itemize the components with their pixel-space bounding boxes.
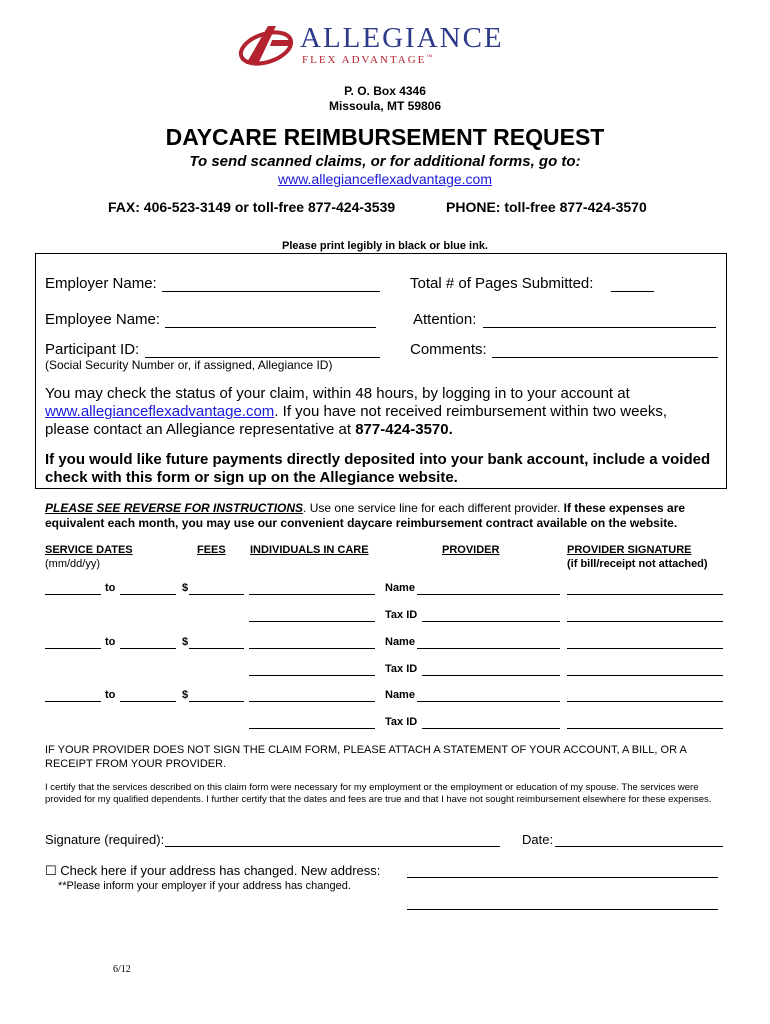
tax-id-label: Tax ID bbox=[385, 609, 418, 621]
total-pages-label: Total # of Pages Submitted: bbox=[410, 275, 594, 292]
fax-line: FAX: 406-523-3149 or toll-free 877-424-3539 bbox=[108, 199, 396, 215]
to-label: to bbox=[105, 689, 116, 701]
tax-id-field[interactable] bbox=[422, 675, 560, 676]
revision-date: 6/12 bbox=[113, 964, 131, 975]
employer-name-label: Employer Name: bbox=[45, 275, 157, 292]
reverse-instructions: PLEASE SEE REVERSE FOR INSTRUCTIONS bbox=[45, 501, 304, 515]
provider-signature-field-2[interactable] bbox=[567, 621, 723, 622]
status-text-part3: please contact an Allegiance representative at bbox=[45, 421, 356, 438]
provider-signature-field[interactable] bbox=[567, 594, 723, 595]
address-line-2: Missoula, MT 59806 bbox=[328, 99, 442, 113]
address-line-1: P. O. Box 4346 bbox=[344, 84, 426, 98]
provider-signature-field[interactable] bbox=[567, 648, 723, 649]
status-text-part1: You may check the status of your claim, within 48 hours, by logging in to your account at bbox=[45, 385, 630, 402]
comments-label: Comments: bbox=[410, 341, 487, 358]
individuals-field-2[interactable] bbox=[249, 621, 375, 622]
individuals-field-2[interactable] bbox=[249, 675, 375, 676]
one-line-instruction: . Use one service line for each different provider. bbox=[303, 501, 564, 515]
attention-field[interactable] bbox=[483, 327, 716, 328]
date-field[interactable] bbox=[555, 846, 723, 847]
date-from-field[interactable] bbox=[45, 701, 101, 702]
provider-name-label: Name bbox=[385, 636, 415, 648]
header-signature-note: (if bill/receipt not attached) bbox=[567, 558, 708, 570]
tax-id-label: Tax ID bbox=[385, 716, 418, 728]
equivalent-instruction: If these expenses are equivalent each month, you may use our convenient daycare reimbursement contract available on the website. bbox=[45, 501, 686, 530]
new-address-field-1[interactable] bbox=[407, 877, 718, 878]
signature-field[interactable] bbox=[165, 846, 500, 847]
participant-id-label: Participant ID: bbox=[45, 341, 140, 358]
new-address-field-2[interactable] bbox=[407, 909, 718, 910]
header-provider-signature: PROVIDER SIGNATURE bbox=[567, 544, 692, 556]
to-label: to bbox=[105, 636, 116, 648]
fee-field[interactable] bbox=[189, 701, 244, 702]
address-change-label: Check here if your address has changed. New address: bbox=[60, 863, 381, 878]
phone-line: PHONE: toll-free 877-424-3570 bbox=[446, 199, 647, 215]
provider-signature-field-2[interactable] bbox=[567, 728, 723, 729]
logo-wordmark: ALLEGIANCE bbox=[300, 22, 504, 54]
date-to-field[interactable] bbox=[120, 648, 176, 649]
logo-tagline: FLEX ADVANTAGE™ bbox=[302, 54, 435, 66]
provider-signature-field-2[interactable] bbox=[567, 675, 723, 676]
dollar-label: $ bbox=[182, 582, 189, 594]
tax-id-label: Tax ID bbox=[385, 663, 418, 675]
provider-name-field[interactable] bbox=[417, 701, 560, 702]
instructions bbox=[45, 501, 735, 531]
status-text-part2: . If you have not received reimbursement within two weeks, bbox=[274, 403, 667, 420]
dollar-label: $ bbox=[182, 636, 189, 648]
employee-name-field[interactable] bbox=[165, 327, 376, 328]
status-website-link[interactable]: www.allegianceflexadvantage.com bbox=[45, 403, 275, 420]
tax-id-field[interactable] bbox=[422, 728, 560, 729]
fee-field[interactable] bbox=[189, 594, 244, 595]
date-label: Date: bbox=[522, 832, 554, 847]
header-provider: PROVIDER bbox=[442, 544, 500, 556]
status-phone: 877-424-3570. bbox=[355, 421, 453, 438]
scan-instruction: To send scanned claims, or for additional forms, go to: bbox=[189, 153, 581, 170]
header-service-dates-format: (mm/dd/yy) bbox=[45, 558, 100, 570]
tax-id-field[interactable] bbox=[422, 621, 560, 622]
attention-label: Attention: bbox=[413, 311, 477, 328]
signature-label: Signature (required): bbox=[45, 832, 165, 847]
address-change-row bbox=[45, 863, 380, 879]
provider-name-label: Name bbox=[385, 582, 415, 594]
total-pages-field[interactable] bbox=[611, 291, 654, 292]
dollar-label: $ bbox=[182, 689, 189, 701]
website-link-wrap bbox=[0, 171, 770, 187]
date-from-field[interactable] bbox=[45, 594, 101, 595]
header-fees: FEES bbox=[197, 544, 226, 556]
direct-deposit-note: If you would like future payments directly deposited into your bank account, include a voided check with this form or sign up on the Allegiance website. bbox=[45, 451, 711, 486]
date-to-field[interactable] bbox=[120, 701, 176, 702]
provider-name-field[interactable] bbox=[417, 594, 560, 595]
individuals-field[interactable] bbox=[249, 701, 375, 702]
address-change-checkbox[interactable]: ☐ bbox=[45, 863, 57, 878]
employee-name-label: Employee Name: bbox=[45, 311, 161, 328]
provider-signature-field[interactable] bbox=[567, 701, 723, 702]
fee-field[interactable] bbox=[189, 648, 244, 649]
provider-name-field[interactable] bbox=[417, 648, 560, 649]
participant-id-hint: (Social Security Number or, if assigned, Allegiance ID) bbox=[45, 358, 333, 372]
to-label: to bbox=[105, 582, 116, 594]
date-from-field[interactable] bbox=[45, 648, 101, 649]
header-individuals: INDIVIDUALS IN CARE bbox=[250, 544, 369, 556]
comments-field[interactable] bbox=[492, 357, 718, 358]
provider-notice: IF YOUR PROVIDER DOES NOT SIGN THE CLAIM FORM, PLEASE ATTACH A STATEMENT OF YOUR ACCOUNT, A BILL, OR A RECEIPT FROM YOUR PROVIDER. bbox=[45, 744, 687, 770]
website-link[interactable]: www.allegianceflexadvantage.com bbox=[277, 171, 492, 187]
individuals-field-2[interactable] bbox=[249, 728, 375, 729]
claim-status-text bbox=[45, 385, 715, 439]
address-change-note: **Please inform your employer if your address has changed. bbox=[58, 880, 351, 892]
page-title: DAYCARE REIMBURSEMENT REQUEST bbox=[165, 124, 605, 150]
certification-text: I certify that the services described on this claim form were necessary for my employment or the employment or education of my spouse. The services were provided for my qualified dependents. I further certify that the dates and fees are true and that I have not sought reimbursement elsewhere for these expenses. bbox=[45, 782, 712, 805]
header-service-dates: SERVICE DATES bbox=[45, 544, 133, 556]
provider-name-label: Name bbox=[385, 689, 415, 701]
employer-name-field[interactable] bbox=[162, 291, 380, 292]
date-to-field[interactable] bbox=[120, 594, 176, 595]
individuals-field[interactable] bbox=[249, 594, 375, 595]
logo-swoosh-icon bbox=[238, 18, 298, 78]
individuals-field[interactable] bbox=[249, 648, 375, 649]
ink-note: Please print legibly in black or blue ink. bbox=[281, 240, 488, 252]
